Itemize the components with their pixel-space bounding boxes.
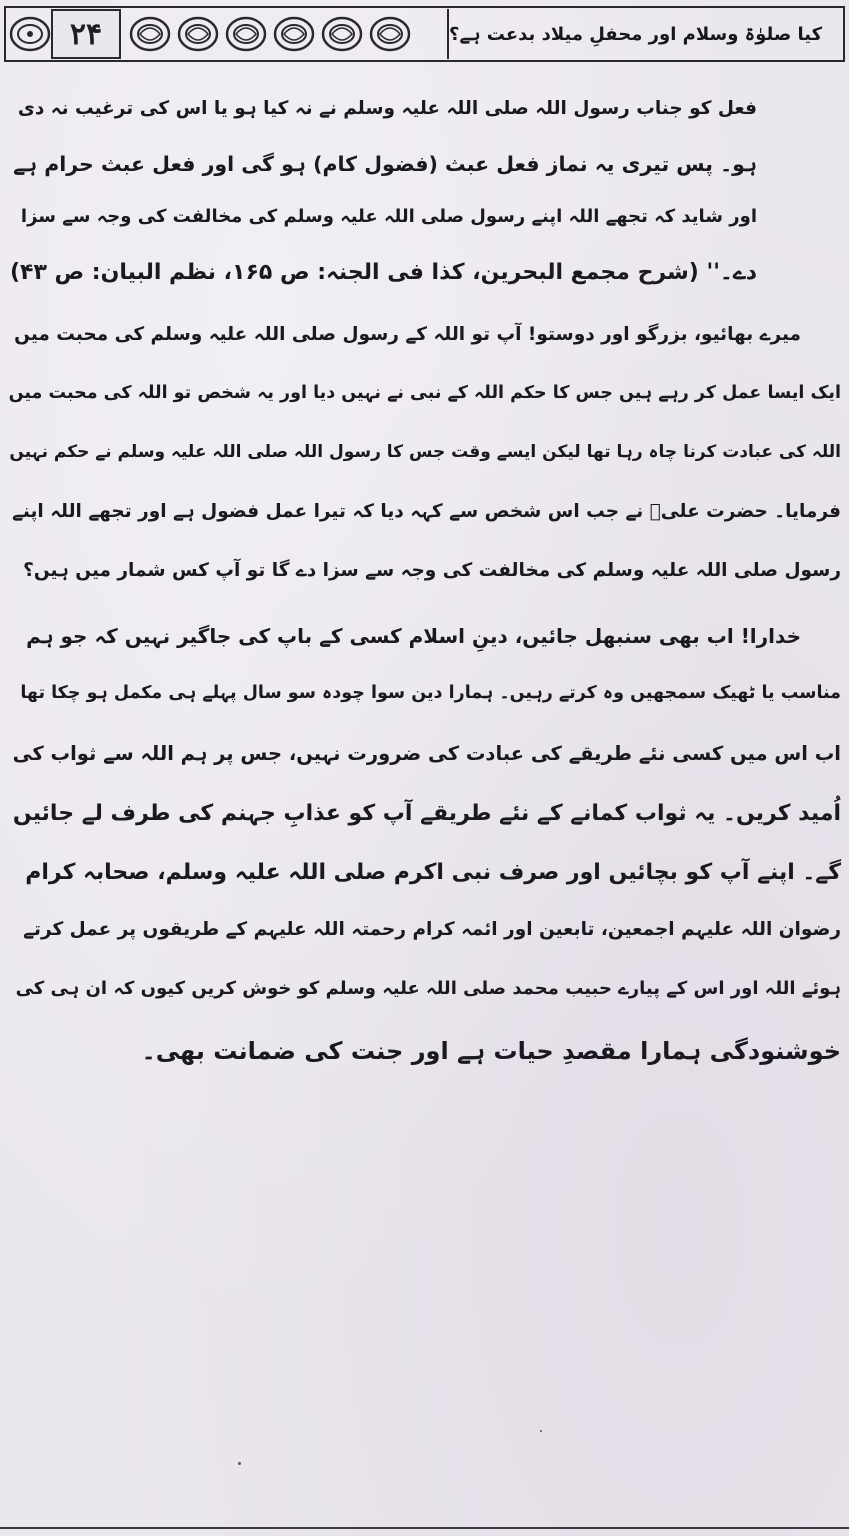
paragraph-line: اُمید کریں۔ یہ ثواب کمانے کے نئے طریقے آپ کو عذابِ جہنم کی طرف لے جائیں [12, 801, 841, 826]
paragraph-line: خوشنودگی ہمارا مقصدِ حیات ہے اور جنت کی ضمانت بھی۔ [141, 1037, 841, 1065]
ornament-icon [128, 14, 172, 54]
quote-line: فعل کو جناب رسول اللہ صلی اللہ علیہ وسلم نے نہ کیا ہو یا اس کی ترغیب نہ دی [17, 98, 757, 119]
ornament-icon [272, 14, 316, 54]
paragraph-line: اب اس میں کسی نئے طریقے کی عبادت کی ضرورت نہیں، جس پر ہم اللہ سے ثواب کی [12, 742, 841, 765]
running-title: کیا صلوٰۃ وسلام اور محفلِ میلاد بدعت ہے؟ [449, 23, 823, 45]
paragraph-line: گے۔ اپنے آپ کو بچائیں اور صرف نبی اکرم صلی اللہ علیہ وسلم، صحابہ کرام [25, 860, 841, 885]
paragraph-line: رسول صلی اللہ علیہ وسلم کی مخالفت کی وجہ سے سزا دے گا تو آپ کس شمار میں ہیں؟ [23, 560, 841, 581]
footer-rule [0, 1527, 849, 1529]
ornament-icon [320, 14, 364, 54]
paragraph-line: فرمایا۔ حضرت علیؓ نے جب اس شخص سے کہہ دیا کہ تیرا عمل فضول ہے اور تجھے اللہ اپنے [12, 501, 841, 522]
paragraph-line: ہوئے اللہ اور اس کے پیارے حبیب محمد صلی اللہ علیہ وسلم کو خوش کریں کیوں کہ ان ہی کی [15, 978, 841, 999]
quote-line: ہو۔ پس تیری یہ نماز فعل عبث (فضول کام) ہو گی اور فعل عبث حرام ہے [13, 152, 757, 176]
page-number: ۲۴ [51, 9, 121, 59]
scan-speck [238, 1462, 241, 1465]
paragraph-line: خدارا! اب بھی سنبھل جائیں، دینِ اسلام کسی کے باپ کی جاگیر نہیں کہ جو ہم [26, 624, 801, 648]
scan-speck [540, 1430, 542, 1432]
ornament-icon [368, 14, 412, 54]
header-title-box [447, 9, 842, 59]
ornament-icon [8, 14, 52, 54]
page-header [0, 0, 849, 68]
quote-line: اور شاید کہ تجھے اللہ اپنے رسول صلی اللہ علیہ وسلم کی مخالفت کی وجہ سے سزا [20, 206, 757, 227]
ornament-icon [224, 14, 268, 54]
ornament-icon [176, 14, 220, 54]
paragraph-line: اللہ کی عبادت کرنا چاہ رہا تھا لیکن ایسے وقت جس کا رسول اللہ صلی اللہ علیہ وسلم نے حکم نہیں [9, 442, 841, 462]
paragraph-line: مناسب یا ٹھیک سمجھیں وہ کرتے رہیں۔ ہمارا دین سوا چودہ سو سال پہلے ہی مکمل ہو چکا تھا [20, 683, 841, 703]
paragraph-line: میرے بھائیو، بزرگو اور دوستو! آپ تو اللہ کے رسول صلی اللہ علیہ وسلم کی محبت میں [14, 324, 801, 345]
quote-line: دے۔'' (شرح مجمع البحرین، کذا فی الجنہ: ص ۱۶۵، نظم البیان: ص ۴۳) [9, 260, 757, 285]
paragraph-line: ایک ایسا عمل کر رہے ہیں جس کا حکم اللہ کے نبی نے نہیں دیا اور یہ شخص تو اللہ کی محبت میں [8, 383, 841, 403]
header-ornament-strip-right [128, 10, 443, 58]
paragraph-line: رضوان اللہ علیہم اجمعین، تابعین اور ائمہ کرام رحمتہ اللہ علیہم کے طریقوں پر عمل کرتے [23, 919, 841, 940]
